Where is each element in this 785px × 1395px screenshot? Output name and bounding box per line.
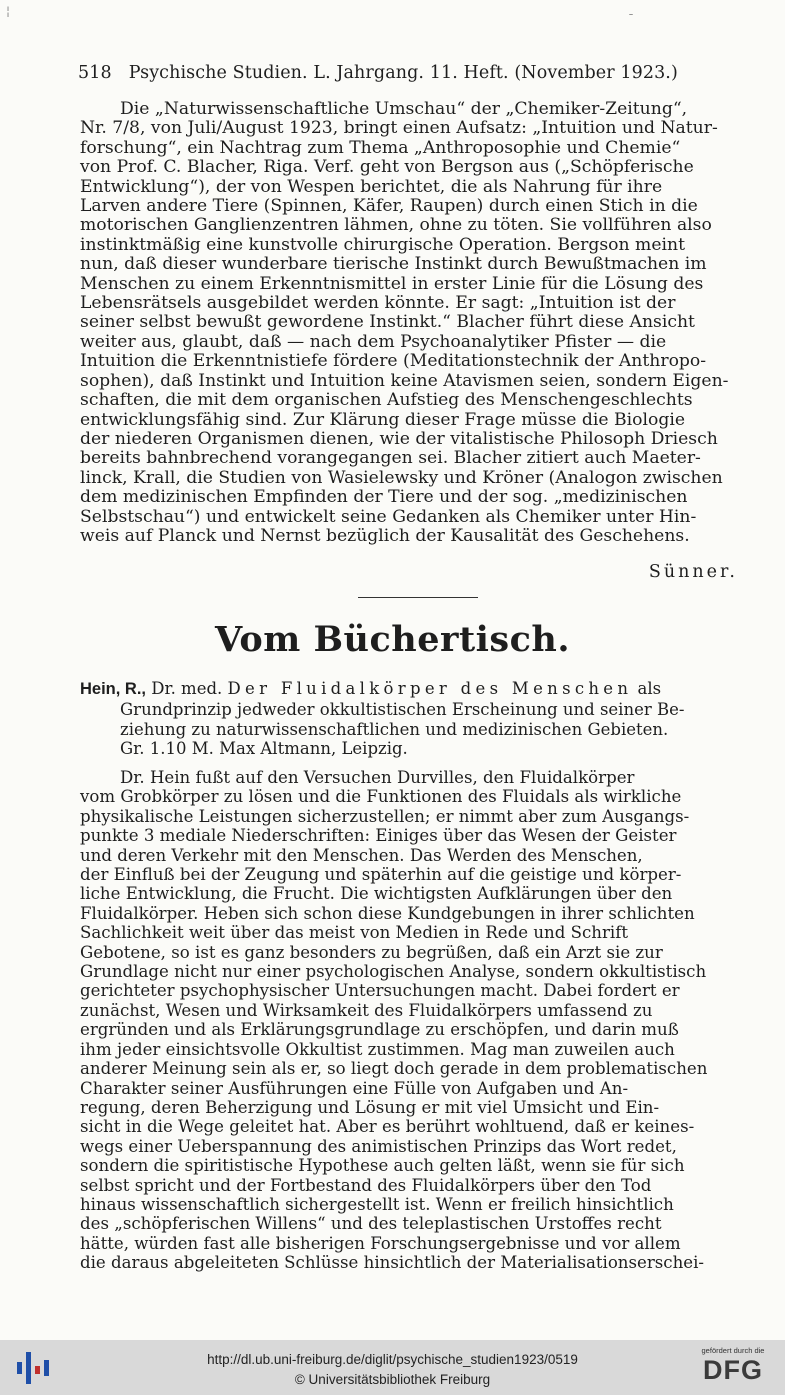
text-line: der Einfluß bei der Zeugung und späterhin auf die geistige und körper- — [80, 865, 682, 885]
scan-mark: ¦ — [6, 4, 11, 18]
text-line: punkte 3 mediale Niederschriften: Einiges über das Wesen der Geister — [80, 826, 677, 846]
text-line: Larven andere Tiere (Spinnen, Käfer, Raupen) durch einen Stich in die — [80, 196, 698, 217]
text-line: ihm jeder einsichtsvolle Okkultist zustimmen. Mag man zuweilen auch — [80, 1039, 675, 1059]
text-line: Gebotene, so ist es ganz besonders zu begrüßen, daß ein Arzt sie zur — [80, 942, 663, 962]
text-line: Entwicklung“), der von Wespen berichtet, die als Nahrung für ihre — [80, 176, 663, 197]
text-line: hinaus wissenschaftlich sichergestellt ist. Wenn er freilich hinsichtlich — [80, 1194, 674, 1214]
section-title: Vom Büchertisch. — [214, 619, 571, 660]
book-reference — [80, 679, 758, 759]
text-line: forschung“, ein Nachtrag zum Thema „Anthroposophie und Chemie“ — [80, 137, 681, 158]
dfg-funding-badge — [693, 1346, 773, 1391]
book-title-suffix: als — [632, 679, 662, 698]
text-line: Selbstschau“) und entwickelt seine Gedanken als Chemiker unter Hin- — [80, 506, 697, 527]
text-line: Dr. Hein fußt auf den Versuchen Durvilles, den Fluidalkörper — [120, 768, 635, 787]
review1-text — [80, 100, 757, 546]
review-signature: Sünner. — [648, 562, 738, 582]
text-line: physikalische Leistungen sicherzustellen; er nimmt aber zum Ausgangs- — [80, 806, 690, 826]
text-line: nun, daß dieser wunderbare tierische Instinkt durch Bewußtmachen im — [80, 254, 707, 275]
running-header — [78, 63, 718, 83]
text-line: vom Grobkörper zu lösen und die Funktionen des Fluidals als wirkliche — [80, 787, 682, 807]
text-line: ziehung zu naturwissenschaftlichen und medizinischen Gebieten. — [120, 719, 669, 739]
text-line: gerichteter psychophysischer Untersuchungen macht. Dabei fordert er — [80, 981, 680, 1001]
section-divider — [358, 597, 478, 598]
text-line: Gr. 1.10 M. Max Altmann, Leipzig. — [120, 739, 408, 759]
scan-mark: ˉ — [628, 12, 634, 26]
text-line: Fluidalkörper. Heben sich schon diese Kundgebungen in ihrer schlichten — [80, 903, 695, 923]
text-line: Grundlage nicht nur einer psychologischen Analyse, sondern okkultistisch — [80, 962, 707, 982]
text-line: sophen), daß Instinkt und Intuition keine Atavismen seien, sondern Eigen- — [80, 370, 729, 391]
dfg-caption: gefördert durch die — [701, 1346, 765, 1355]
review2-text — [80, 768, 758, 1273]
text-line: instinktmäßig eine kunstvolle chirurgische Operation. Bergson meint — [80, 234, 685, 255]
running-title: Psychische Studien. L. Jahrgang. 11. Heft. (November 1923.) — [128, 63, 678, 83]
text-line: dem medizinischen Empfinden der Tiere und der sog. „medizinischen — [80, 487, 688, 508]
review-naturwissenschaftliche-umschau — [80, 100, 757, 546]
page-number: 518 — [78, 63, 112, 83]
text-line: liche Entwicklung, die Frucht. Die wichtigsten Aufklärungen über den — [80, 884, 673, 904]
text-line: Lebensrätsels ausgebildet werden könnte. Er sagt: „Intuition ist der — [80, 293, 676, 314]
text-line: seiner selbst bewußt gewordene Instinkt.“ Blacher führt diese Ansicht — [80, 312, 695, 333]
text-line: Die „Naturwissenschaftliche Umschau“ der „Chemiker-Zeitung“, — [120, 99, 688, 119]
text-line: hätte, würden fast alle bisherigen Forschungsergebnisse und vor allem — [80, 1233, 681, 1253]
footer-url[interactable]: http://dl.ub.uni-freiburg.de/diglit/psychische_studien1923/0519 — [207, 1352, 578, 1367]
text-line: sondern die spiritistische Hypothese auch gelten läßt, wenn sie für sich — [80, 1156, 685, 1176]
text-line: weiter aus, glaubt, daß — nach dem Psychoanalytiker Pfister — die — [80, 331, 667, 352]
text-line: von Prof. C. Blacher, Riga. Verf. geht von Bergson aus („Schöpferische — [80, 157, 694, 178]
text-line: Grundprinzip jedweder okkultistischen Erscheinung und seiner Be- — [120, 699, 685, 719]
text-line: regung, deren Beherzigung und Lösung er mit viel Umsicht und Ein- — [80, 1097, 660, 1117]
text-line: und deren Verkehr mit den Menschen. Das Werden des Menschen, — [80, 845, 643, 865]
text-line: weis auf Planck und Nernst bezüglich der Kausalität des Geschehens. — [80, 525, 690, 546]
text-line: anderer Meinung sein als er, so liegt doch gerade in dem problematischen — [80, 1059, 708, 1079]
text-line: entwicklungsfähig sind. Zur Klärung dieser Frage müsse die Biologie — [80, 409, 686, 430]
text-line: Nr. 7/8, von Juli/August 1923, bringt einen Aufsatz: „Intuition und Natur- — [80, 118, 718, 139]
text-line: die daraus abgeleiteten Schlüsse hinsichtlich der Materialisationserschei- — [80, 1253, 704, 1273]
text-line: linck, Krall, die Studien von Wasielewsky und Kröner (Analogon zwischen — [80, 467, 723, 488]
footer-copyright: © Universitätsbibliothek Freiburg — [294, 1372, 491, 1387]
text-line: schaften, die mit dem organischen Aufstieg des Menschengeschlechts — [80, 390, 693, 411]
book-review-text — [80, 768, 758, 1273]
text-line: des „schöpferischen Willens“ und des teleplastischen Urstoffes recht — [80, 1214, 662, 1234]
text-line: bereits bahnbrechend vorangegangen sei. Blacher zitiert auch Maeter- — [80, 448, 701, 469]
text-line: motorischen Ganglienzentren lähmen, ohne zu töten. Sie vollführen also — [80, 215, 712, 236]
text-line: Sachlichkeit weit über das meist von Medien in Rede und Schrift — [80, 923, 629, 943]
footer-bar — [0, 1340, 785, 1395]
text-line: Intuition die Erkenntnistiefe fördere (Meditationstechnik der Anthropo- — [80, 351, 707, 372]
text-line: Menschen zu einem Erkenntnismittel in erster Linie für die Lösung des — [80, 273, 704, 294]
text-line: zunächst, Wesen und Wirksamkeit des Fluidalkörpers umfassend zu — [80, 1000, 653, 1020]
book-author: Hein, R., — [80, 680, 147, 698]
book-title-prefix: Dr. med. — [146, 679, 228, 698]
text-line: sicht in die Wege geleitet hat. Aber es berührt wohltuend, daß er keines- — [80, 1117, 695, 1137]
book-reference-details — [80, 700, 758, 759]
dfg-logo-icon: DFG — [703, 1355, 763, 1385]
text-line: selbst spricht und der Fortbestand des Fluidalkörpers über den Tod — [80, 1175, 652, 1195]
text-line: Charakter seiner Ausführungen eine Fülle von Aufgaben und An- — [80, 1078, 629, 1098]
text-line: ergründen und als Erklärungsgrundlage zu erschöpfen, und darin muß — [80, 1020, 679, 1040]
text-line: der niederen Organismen dienen, wie der vitalistische Philosoph Driesch — [80, 428, 718, 449]
text-line: wegs einer Ueberspannung des animistischen Prinzips das Wort redet, — [80, 1136, 677, 1156]
book-title: Der Fluidalkörper des Menschen — [227, 679, 633, 698]
